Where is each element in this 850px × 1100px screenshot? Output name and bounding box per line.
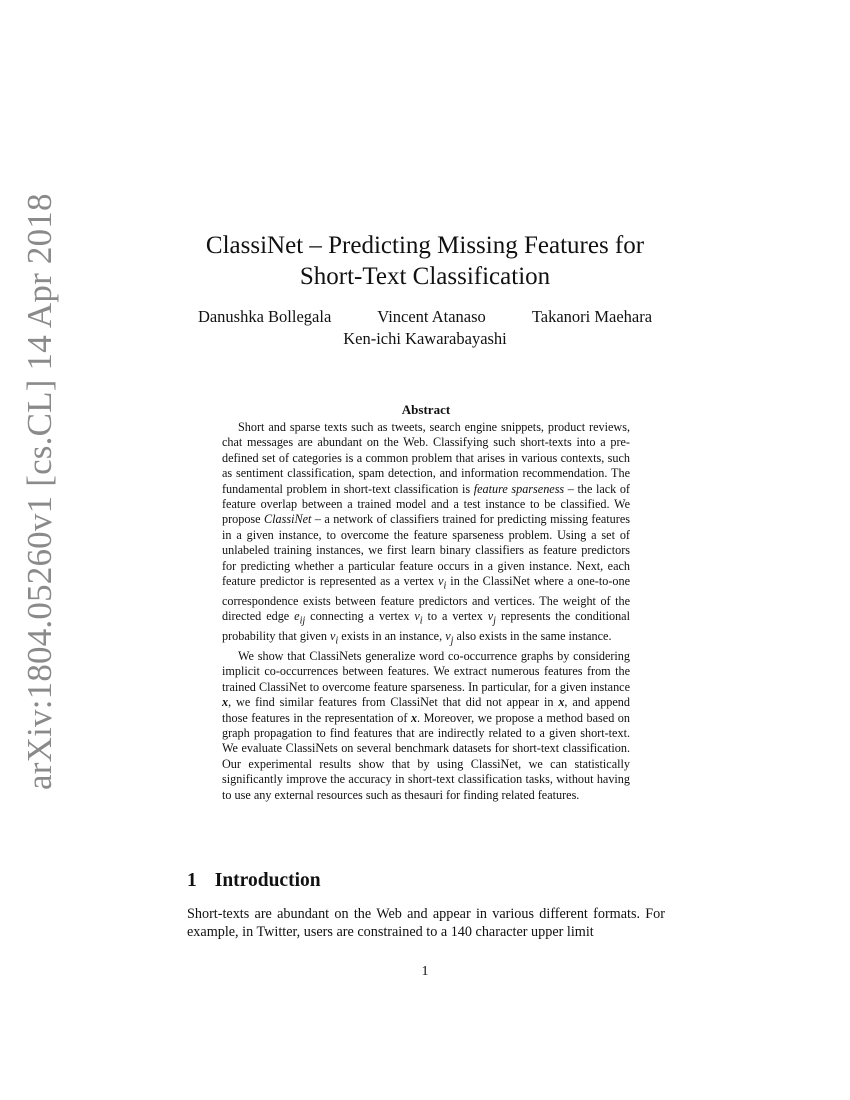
- abstract-text: – the lack of feature overlap between a trained model and a test instance to be classified. We propose: [222, 481, 630, 527]
- section-heading: [187, 869, 667, 893]
- abstract-text: . Moreover, we propose a method based on graph propagation to find features that are indirectly related to a given short-text. We evaluate ClassiNets on several benchmark datasets for short-text classification. Our experimental results show that by using ClassiNet, we can statistically significantly improve the accuracy in short-text classification tasks, without having to use any external resources such as thesauri for finding related features.: [222, 710, 630, 802]
- math-instance: x: [222, 695, 229, 710]
- abstract-text: connecting a vertex: [305, 609, 415, 624]
- abstract-paragraph-1: [222, 420, 630, 649]
- abstract-heading: Abstract: [401, 402, 451, 417]
- author-row-2: [160, 328, 690, 350]
- paper-title: [160, 230, 690, 292]
- abstract-text: also exists in the same instance.: [453, 629, 612, 644]
- math-instance: x: [410, 710, 418, 725]
- author-name: Vincent Atanaso: [377, 307, 486, 326]
- section-title: Introduction: [214, 870, 321, 891]
- paper-title-line-2: Short-Text Classification: [299, 263, 551, 290]
- abstract-text: to a vertex: [422, 609, 488, 624]
- abstract-emphasis: ClassiNet: [264, 512, 312, 527]
- paper-title-line-1: ClassiNet – Predicting Missing Features for: [205, 232, 645, 259]
- math-vertex: $v_i$: [414, 609, 423, 627]
- math-vertex: $v_j$: [445, 629, 454, 647]
- abstract-body: [222, 420, 630, 803]
- author-name: Ken-ichi Kawarabayashi: [343, 329, 507, 348]
- author-row-1: [160, 306, 690, 328]
- abstract-text: We show that ClassiNets generalize word co-occurrence graphs by considering implicit co-occurrences between features. We extract numerous features from the trained ClassiNet to overcome feature sparseness. In particular, for a given instance: [222, 649, 630, 694]
- abstract-text: – a network of classifiers trained for predicting missing features in a given instance, to overcome the feature sparseness problem. Using a set of unlabeled training instances, we first learn binary classifiers as feature predictors for predicting whether a particular feature occurs in a given instance. Next, each feature predictor is represented as a vertex: [222, 512, 630, 589]
- abstract-text: , and append those features in the representation of: [222, 695, 630, 725]
- author-name: Takanori Maehara: [531, 307, 653, 326]
- arxiv-identifier: arXiv:1804.05260v1 [cs.CL] 14 Apr 2018: [20, 193, 59, 790]
- author-name: Danushka Bollegala: [197, 307, 332, 326]
- abstract-text: , we find similar features from ClassiNet that did not appear in: [228, 695, 559, 710]
- author-list: [160, 306, 690, 350]
- math-edge: $e_{ij}$: [294, 609, 306, 627]
- math-vertex: $v_i$: [438, 574, 447, 592]
- introduction-body: [187, 905, 665, 941]
- abstract-paragraph-2: [222, 649, 630, 803]
- math-vertex: $v_j$: [487, 609, 496, 627]
- abstract-emphasis: feature sparseness: [473, 481, 565, 496]
- section-number: 1: [187, 870, 197, 891]
- math-instance: x: [558, 695, 565, 710]
- introduction-paragraph: Short-texts are abundant on the Web and appear in various different formats. For example, in Twitter, users are constrained to a 140 character upper limit: [187, 906, 665, 941]
- page-number: 1: [421, 964, 429, 979]
- abstract-text: exists in an instance,: [338, 629, 446, 644]
- math-vertex: $v_i$: [329, 629, 339, 647]
- abstract-text: represents the conditional probability that given: [222, 609, 630, 644]
- abstract-text: in the ClassiNet where a one-to-one correspondence exists between feature predictors and vertices. The weight of the directed edge: [222, 574, 630, 624]
- abstract-text: Short and sparse texts such as tweets, search engine snippets, product reviews, chat messages are abundant on the Web. Classifying such short-texts into a pre-defined set of categories is a common problem that arises in various contexts, such as sentiment classification, spam detection, and information recommendation. The fundamental problem in short-text classification is: [222, 420, 630, 496]
